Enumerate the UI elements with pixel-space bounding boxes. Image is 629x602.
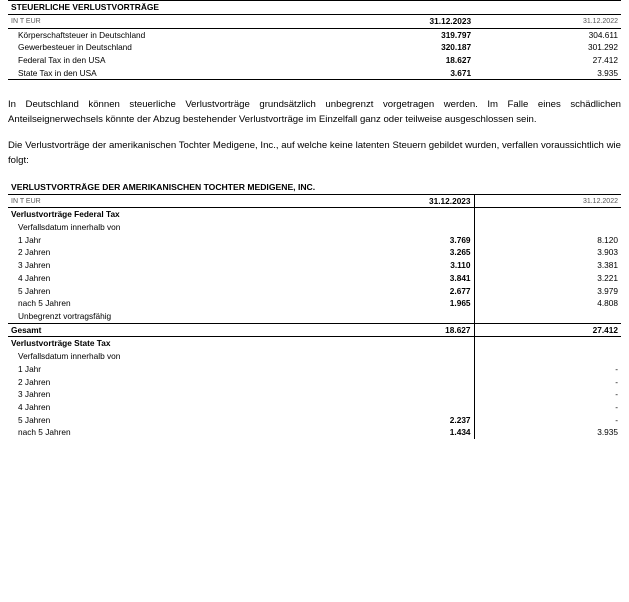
- table-row: [8, 259, 621, 272]
- table-row: [8, 363, 621, 376]
- state-row5-v2022: 3.935: [474, 426, 621, 439]
- fed-row4-label: 5 Jahren: [18, 285, 51, 296]
- table-row: [8, 388, 621, 401]
- fed-row1-v2023: 3.265: [449, 247, 471, 258]
- state-row5-label: nach 5 Jahren: [18, 427, 71, 438]
- table1-header-row: [8, 14, 621, 28]
- table-row: [8, 285, 621, 298]
- table2-col-header-2023: 31.12.2023: [342, 194, 474, 208]
- fed-row2-v2023: 3.110: [450, 260, 471, 271]
- table1-col-header-2022: 31.12.2022: [474, 14, 621, 28]
- spacer: [8, 127, 621, 139]
- fed-row1-label: 2 Jahren: [18, 247, 51, 258]
- state-row0-v2022: -: [474, 363, 621, 376]
- state-row2-label: 3 Jahren: [18, 389, 51, 400]
- table1-unit-label: IN T EUR: [8, 14, 342, 28]
- table1-row2-label: Federal Tax in den USA: [18, 54, 106, 65]
- table-row: [8, 41, 621, 54]
- table1-row3-v2022: 3.935: [474, 67, 621, 80]
- table-row: [8, 67, 621, 80]
- table2-federal-subheading-row: [8, 221, 621, 234]
- table2-federal-heading: Verlustvorträge Federal Tax: [11, 209, 120, 220]
- table1-row3-v2023: 3.671: [342, 67, 474, 80]
- table-row: [8, 376, 621, 389]
- state-row3-label: 4 Jahren: [18, 401, 51, 412]
- medigene-inc-loss-carryforwards-table: [8, 181, 621, 439]
- paragraph-medigene-inc-intro: Die Verlustvorträge der amerikanischen Tochter Medigene, Inc., auf welche keine latenten Steuern gebildet wurden, verfallen voraussichtlich wie folgt:: [8, 140, 621, 167]
- table-row: [8, 246, 621, 259]
- table1-row3-label: State Tax in den USA: [8, 67, 342, 80]
- state-row3-v2022: -: [474, 401, 621, 414]
- table-row: [8, 310, 621, 323]
- tax-loss-carryforwards-table: [8, 0, 621, 80]
- state-row3-v2023: [342, 401, 474, 414]
- table2-title-row: [8, 181, 621, 195]
- fed-total-v2022: 27.412: [474, 323, 621, 337]
- fed-row2-v2022: 3.381: [474, 259, 621, 272]
- table2-unit-label: IN T EUR: [8, 194, 342, 208]
- state-row1-v2023: [342, 376, 474, 389]
- fed-row5-label: nach 5 Jahren: [18, 298, 71, 309]
- table-row: [8, 234, 621, 247]
- state-row0-v2023: [342, 363, 474, 376]
- state-row2-v2022: -: [474, 388, 621, 401]
- table1-row1-v2023: 320.187: [441, 42, 472, 53]
- table2-federal-total-row: [8, 323, 621, 337]
- fed-row0-label: 1 Jahr: [18, 234, 42, 245]
- fed-row6-v2022: [474, 310, 621, 323]
- table1-row0-label: Körperschaftsteuer in Deutschland: [18, 29, 146, 40]
- table-row: [8, 426, 621, 439]
- state-row2-v2023: [342, 388, 474, 401]
- table-row: [8, 54, 621, 67]
- table2-federal-subheading: Verfallsdatum innerhalb von: [18, 222, 121, 233]
- fed-row4-v2023: 2.677: [449, 285, 471, 296]
- table2-state-subheading: Verfallsdatum innerhalb von: [18, 351, 121, 362]
- table2-header-row: [8, 194, 621, 208]
- fed-total-v2023: 18.627: [342, 323, 474, 337]
- table1-col-header-2023: 31.12.2023: [342, 14, 474, 28]
- table-row: [8, 401, 621, 414]
- spacer: [8, 169, 621, 181]
- fed-row5-v2022: 4.808: [474, 297, 621, 310]
- fed-row3-label: 4 Jahren: [18, 272, 51, 283]
- table2-federal-heading-row: [8, 208, 621, 221]
- state-row1-v2022: -: [474, 376, 621, 389]
- table2-state-heading: Verlustvorträge State Tax: [11, 338, 111, 349]
- paragraph-loss-carryforward-rules: In Deutschland können steuerliche Verlustvorträge grundsätzlich unbegrenzt vorgetragen werden. Im Falle eines schädlichen Anteilseignerwechsels könnte der Abzug bestehender Verlustvorträge im Einzelfall ganz oder teilweise ausgeschlossen sein.: [8, 99, 621, 125]
- table1-title: STEUERLICHE VERLUSTVORTRÄGE: [8, 1, 621, 15]
- state-row4-label: 5 Jahren: [18, 414, 51, 425]
- state-row5-v2023: 1.434: [449, 427, 471, 438]
- table2-state-heading-row: [8, 337, 621, 350]
- table2-title: VERLUSTVORTRÄGE DER AMERIKANISCHEN TOCHTER MEDIGENE, INC.: [11, 181, 316, 192]
- state-row1-label: 2 Jahren: [18, 376, 51, 387]
- table1-row1-label: Gewerbesteuer in Deutschland: [18, 42, 132, 53]
- fed-row5-v2023: 1.965: [449, 298, 471, 309]
- table1-row2-v2023: 18.627: [445, 54, 472, 65]
- table1-row1-v2022: 301.292: [588, 42, 618, 53]
- table2-col-header-2022: 31.12.2022: [474, 194, 621, 208]
- table1-title-row: [8, 1, 621, 15]
- table2-state-subheading-row: [8, 350, 621, 363]
- fed-row6-v2023: [342, 310, 474, 323]
- table-row: [8, 272, 621, 285]
- fed-total-label: Gesamt: [8, 323, 342, 337]
- fed-row2-label: 3 Jahren: [18, 260, 51, 271]
- state-row0-label: 1 Jahr: [18, 363, 42, 374]
- table-row: [8, 28, 621, 41]
- fed-row4-v2022: 3.979: [474, 285, 621, 298]
- fed-row0-v2023: 3.769: [449, 234, 471, 245]
- table1-row0-v2023: 319.797: [441, 29, 472, 40]
- table-row: [8, 297, 621, 310]
- table-row: [8, 414, 621, 427]
- fed-row1-v2022: 3.903: [474, 246, 621, 259]
- state-row4-v2023: 2.237: [449, 414, 471, 425]
- state-row4-v2022: -: [474, 414, 621, 427]
- fed-row3-v2023: 3.841: [449, 272, 471, 283]
- table1-row2-v2022: 27.412: [592, 54, 618, 65]
- table1-row0-v2022: 304.611: [588, 29, 618, 40]
- fed-row6-label: Unbegrenzt vortragsfähig: [18, 310, 112, 321]
- spacer: [8, 80, 621, 98]
- fed-row0-v2022: 8.120: [474, 234, 621, 247]
- fed-row3-v2022: 3.221: [474, 272, 621, 285]
